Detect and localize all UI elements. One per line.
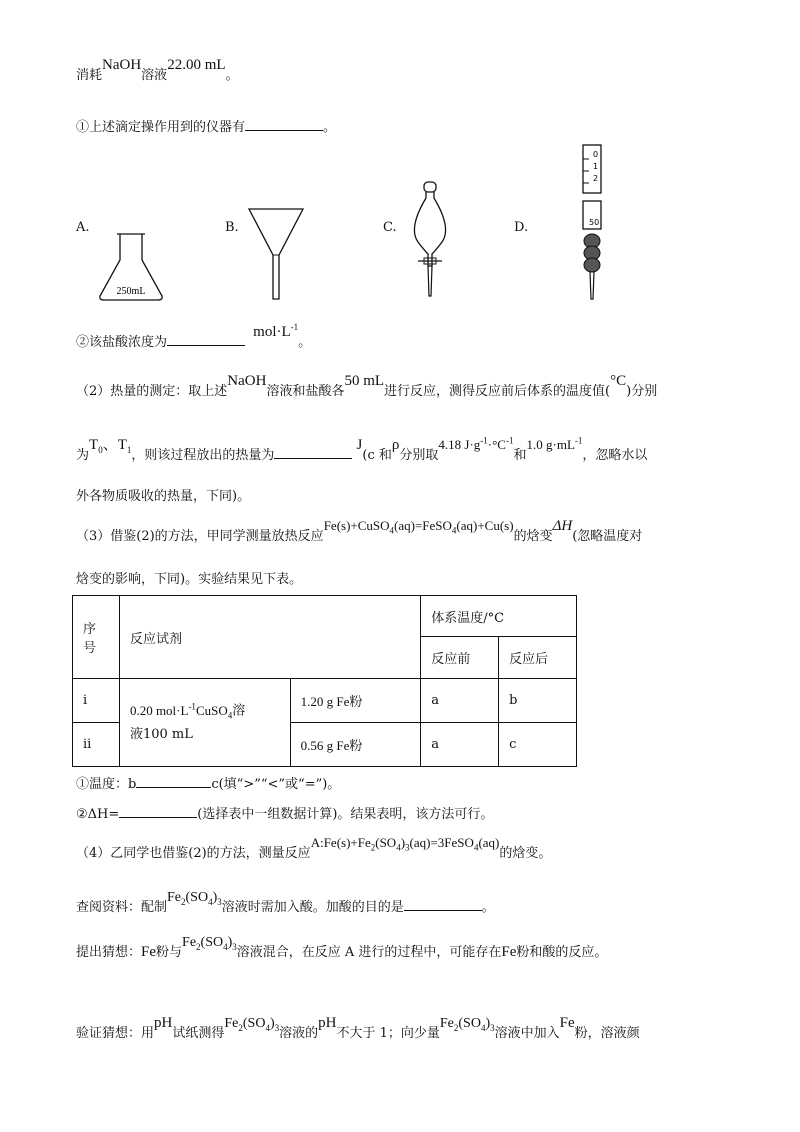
before-cell: a <box>421 679 499 723</box>
text: 的焓变 <box>513 529 553 544</box>
text: 消耗 <box>76 68 103 83</box>
answer-blank[interactable] <box>404 898 482 911</box>
option-d-label: D. <box>514 220 529 235</box>
experiment-table <box>72 595 577 767</box>
subscript: 2 <box>238 1022 243 1033</box>
subscript: 4 <box>208 896 213 907</box>
volume: 22.00 mL <box>167 57 226 73</box>
lookup-line <box>76 890 495 917</box>
text: 不大于 1；向少量 <box>336 1026 440 1041</box>
symbol: T <box>117 437 127 453</box>
formula: Fe <box>501 944 517 960</box>
sup: -1 <box>480 435 488 446</box>
subscript: 3 <box>490 1022 495 1033</box>
symbol: ΔH <box>552 518 573 534</box>
question-temperature <box>76 775 340 791</box>
value: 1.0 g·mL <box>526 437 575 452</box>
question-text: ①上述滴定操作用到的仪器有 <box>76 120 246 135</box>
equation: (SO <box>375 835 397 850</box>
mass-cell <box>290 723 421 767</box>
text: 。 <box>298 335 312 350</box>
formula: NaOH <box>227 373 267 389</box>
answer-blank[interactable] <box>274 446 352 459</box>
row-no: i <box>73 679 120 723</box>
symbol: ρ <box>391 437 400 453</box>
question-enthalpy <box>76 805 493 821</box>
formula: Fe <box>182 935 197 950</box>
subscript: 4 <box>227 710 233 721</box>
option-c-label: C. <box>383 220 397 235</box>
burette-icon <box>578 143 608 303</box>
text: ②ΔH= <box>76 807 120 822</box>
text: （3）借鉴(2)的方法，甲同学测量放热反应 <box>76 529 324 544</box>
burette-mark: 2 <box>593 174 599 183</box>
unit-sup: -1 <box>290 322 299 332</box>
text: 验证猜想：用 <box>76 1026 155 1041</box>
subscript: 4 <box>265 1022 270 1033</box>
subscript: 3 <box>405 842 410 853</box>
text: ，忽略水以 <box>582 448 648 463</box>
sup: -1 <box>505 435 514 446</box>
subscript: 3 <box>232 941 237 952</box>
text: 的焓变。 <box>499 846 552 861</box>
text: 溶 <box>232 703 246 719</box>
question-text: ②该盐酸浓度为 <box>76 335 168 350</box>
guess-line <box>76 935 608 962</box>
symbol: T <box>89 437 99 453</box>
text: 进行反应，测得反应前后体系的温度值( <box>384 384 611 399</box>
formula: Fe <box>559 1015 575 1031</box>
after-cell: b <box>499 679 577 723</box>
text: 粉 <box>349 739 363 754</box>
before-cell: a <box>421 723 499 767</box>
burette-mark: 0 <box>593 150 599 159</box>
header-temp: 体系温度/°C <box>421 596 577 637</box>
verify-line <box>76 1015 640 1043</box>
text: 和 <box>513 448 527 463</box>
row-no: ii <box>73 723 120 767</box>
burette-mark: 1 <box>593 162 599 171</box>
header-after: 反应后 <box>499 637 577 679</box>
text: c(填“>”“<”或“=”)。 <box>211 777 341 792</box>
text: (选择表中一组数据计算)。结果表明，该方法可行。 <box>197 807 494 822</box>
text: 粉和酸的反应。 <box>516 945 608 960</box>
equation: (aq)=FeSO <box>394 518 452 533</box>
text: ，则该过程放出的热量为 <box>131 448 275 463</box>
subscript: 4 <box>223 941 228 952</box>
reagent-cell <box>119 679 290 767</box>
option-b-label: B. <box>225 220 239 235</box>
text: 溶液和盐酸各 <box>266 384 345 399</box>
separatory-funnel-icon <box>406 180 456 300</box>
sup: -1 <box>574 435 583 446</box>
equation: (aq) <box>478 835 500 850</box>
conical-flask-icon <box>96 230 166 302</box>
subscript: 2 <box>181 896 186 907</box>
text: 提出猜想： <box>76 945 142 960</box>
text: 溶液时需加入酸。加酸的目的是 <box>221 900 404 915</box>
text: ①温度：b <box>76 777 137 792</box>
formula: ) <box>485 1016 491 1031</box>
value: 0.20 mol·L <box>129 702 189 718</box>
subscript: 3 <box>217 896 222 907</box>
subscript: 2 <box>453 1022 459 1033</box>
subscript: 4 <box>473 842 479 853</box>
table-row <box>73 679 577 723</box>
text: 液100 mL <box>129 727 193 743</box>
subscript: 1 <box>126 445 132 455</box>
mass: 1.20 g Fe <box>300 694 350 709</box>
formula: (SO <box>200 935 224 950</box>
flask-volume-label: 250mL <box>116 286 146 297</box>
unit: °C <box>610 373 627 389</box>
subscript: 2 <box>196 941 201 952</box>
subscript: 4 <box>480 1022 486 1033</box>
formula: ) <box>269 1016 275 1031</box>
volume: 50 mL <box>344 373 385 389</box>
text: 查阅资料：配制 <box>76 900 168 915</box>
equation: (aq)=3FeSO <box>409 835 474 850</box>
header-reagent: 反应试剂 <box>119 596 420 679</box>
text: 、 <box>102 437 118 453</box>
subscript: 3 <box>274 1022 280 1033</box>
formula: ) <box>212 890 218 905</box>
equation: ) <box>400 835 406 850</box>
unit: J <box>356 437 363 453</box>
formula: Fe <box>439 1016 454 1031</box>
part3-line2: 焓变的影响，下同)。实验结果见下表。 <box>76 572 303 587</box>
text: 粉与 <box>156 945 183 960</box>
text: 溶液的 <box>279 1026 319 1041</box>
formula: Fe <box>224 1016 239 1031</box>
formula: (SO <box>242 1016 266 1031</box>
text: 溶液 <box>141 68 168 83</box>
text: 粉 <box>349 695 363 710</box>
header-no: 序号 <box>73 596 120 679</box>
part3-line1 <box>76 518 643 546</box>
subscript: 4 <box>451 525 457 536</box>
formula: Fe <box>167 890 182 905</box>
text: 。 <box>323 120 337 135</box>
symbol: pH <box>318 1015 337 1031</box>
formula: (SO <box>185 890 209 905</box>
text: )分别 <box>626 384 658 399</box>
answer-blank[interactable] <box>119 805 197 818</box>
text: （2）热量的测定：取上述 <box>76 384 228 399</box>
after-cell: c <box>499 723 577 767</box>
equation: A:Fe(s)+Fe <box>310 835 371 850</box>
formula: ) <box>227 935 233 950</box>
answer-blank[interactable] <box>167 333 245 346</box>
text: 溶液中加入 <box>494 1026 560 1041</box>
equation: (aq)+Cu(s) <box>456 518 514 533</box>
text: 为 <box>76 448 90 463</box>
text: 。 <box>225 68 239 83</box>
header-before: 反应前 <box>421 637 499 679</box>
subscript: 4 <box>396 842 401 853</box>
mass-cell <box>290 679 421 723</box>
value: 4.18 J·g <box>438 437 481 452</box>
funnel-icon <box>247 207 307 302</box>
mass: 0.56 g Fe <box>300 738 350 753</box>
text: 粉，溶液颜 <box>574 1026 640 1041</box>
value: CuSO <box>195 702 228 718</box>
answer-blank[interactable] <box>136 775 211 788</box>
text: (忽略温度对 <box>572 529 643 544</box>
part2-line3: 外各物质吸收的热量，下同)。 <box>76 489 251 504</box>
text: 分别取 <box>399 448 439 463</box>
text: （4）乙同学也借鉴(2)的方法，测量反应 <box>76 846 311 861</box>
sup: -1 <box>188 701 196 712</box>
text: 试纸测得 <box>172 1026 225 1041</box>
option-a-label: A. <box>76 220 90 235</box>
question-instruments <box>76 118 336 134</box>
text: 。 <box>481 900 495 915</box>
answer-blank[interactable] <box>245 118 323 131</box>
burette-mark: 50 <box>589 218 600 227</box>
subscript: 2 <box>370 842 376 853</box>
equation: Fe(s)+CuSO <box>323 518 390 533</box>
formula: NaOH <box>102 57 142 73</box>
text: 溶液混合，在反应 A 进行的过程中，可能存在 <box>236 945 502 960</box>
symbol: pH <box>154 1015 173 1031</box>
text: (c 和 <box>362 448 392 463</box>
subscript: 0 <box>98 445 103 455</box>
value: ·°C <box>487 437 506 452</box>
subscript: 4 <box>389 525 395 536</box>
part4-line1 <box>76 835 552 863</box>
consumption-line <box>76 57 239 83</box>
unit: mol·L <box>253 324 291 340</box>
formula: Fe <box>141 944 157 960</box>
part2-line1 <box>76 373 658 399</box>
formula: (SO <box>458 1016 481 1031</box>
